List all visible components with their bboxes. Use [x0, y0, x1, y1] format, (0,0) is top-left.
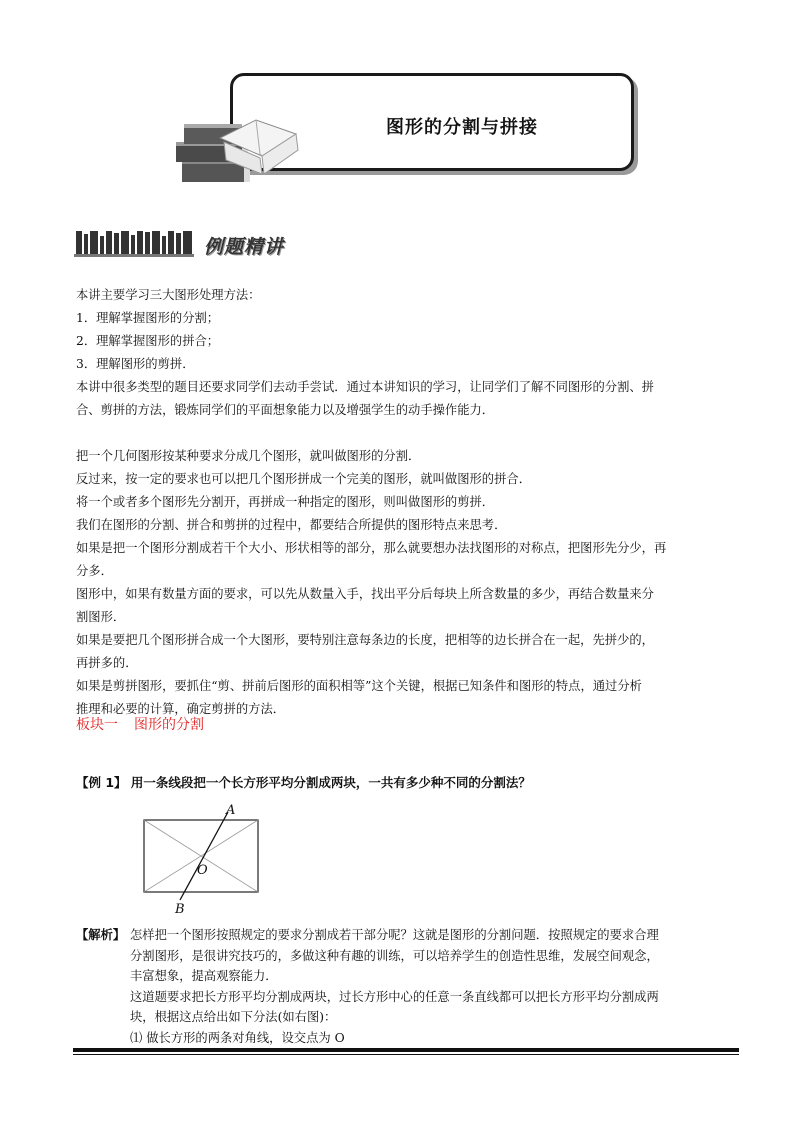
concept-line: 推理和必要的计算，确定剪拼的方法． — [76, 702, 286, 716]
concept-line: 把一个几何图形按某种要求分成几个图形，就叫做图形的分割． — [76, 449, 421, 463]
concept-line: 如果是要把几个图形拼合成一个大图形，要特别注意每条边的长度，把相等的边长拼合在一起，先拼少的， — [76, 633, 654, 647]
analysis-line: 这道题要求把长方形平均分割成两块，过长方形中心的任意一条直线都可以把长方形平均分割成两 — [130, 989, 659, 1004]
section-logo-icon — [74, 228, 194, 258]
intro-line: 本讲主要学习三大图形处理方法： — [76, 288, 261, 302]
books-icon — [168, 98, 300, 188]
concept-line: 图形中，如果有数量方面的要求，可以先从数量入手，找出平分后每块上所含数量的多少，再结合数量来分 — [76, 587, 654, 601]
analysis-line: 分割图形，是很讲究技巧的，多做这种有趣的训练，可以培养学生的创造性思维，发展空间观念， — [130, 948, 659, 963]
section-title: 例题精讲 — [204, 236, 285, 258]
block-heading — [76, 714, 220, 734]
analysis-line: 块，根据这点给出如下分法(如右图)： — [130, 1010, 337, 1024]
rectangle-figure — [136, 796, 266, 916]
analysis-line: ⑴ 做长方形的两条对角线，设交点为 O — [130, 1030, 345, 1045]
intro-line: 本讲中很多类型的题目还要求同学们去动手尝试．通过本讲知识的学习，让同学们了解不同图形的分割、拼 — [76, 380, 654, 394]
intro-line: 1．理解掌握图形的分割； — [76, 311, 220, 325]
label-b: B — [175, 902, 185, 916]
analysis-line: 丰富想象，提高观察能力． — [130, 969, 278, 983]
block-title: 图形的分割 — [134, 717, 204, 733]
concept-line: 反过来，按一定的要求也可以把几个图形拼成一个完美的图形，就叫做图形的拼合． — [76, 472, 531, 486]
footer-rule-thick — [73, 1048, 739, 1052]
label-a: A — [226, 803, 236, 818]
concept-line: 割图形． — [76, 610, 126, 624]
concept-line: 将一个或者多个图形先分割开，再拼成一种指定的图形，则叫做图形的剪拼． — [76, 495, 495, 509]
segment-ab — [180, 812, 228, 900]
intro-line: 合、剪拼的方法，锻炼同学们的平面想象能力以及增强学生的动手操作能力． — [76, 403, 495, 417]
concept-line: 如果是剪拼图形，要抓住“剪、拼前后图形的面积相等”这个关键，根据已知条件和图形的特点，通过分析 — [76, 679, 642, 693]
concept-line: 分多． — [76, 564, 113, 578]
concept-line: 如果是把一个图形分割成若干个大小、形状相等的部分，那么就要想办法找图形的对称点，把图形先分少，再 — [76, 541, 667, 555]
analysis-label: 【解析】 — [76, 928, 126, 942]
analysis-line: 怎样把一个图形按照规定的要求分割成若干部分呢？这就是图形的分割问题．按照规定的要求合理 — [130, 928, 659, 942]
page-title: 图形的分割与拼接 — [386, 117, 538, 138]
intro-line: 2．理解掌握图形的拼合； — [76, 334, 220, 348]
concept-line: 再拼多的． — [76, 656, 138, 670]
label-o: O — [197, 863, 208, 878]
block-label: 板块一 — [76, 717, 118, 733]
example-question: 【例 1】 用一条线段把一个长方形平均分割成两块，一共有多少种不同的分割法？ — [76, 775, 531, 790]
footer-rule-thin — [73, 1054, 739, 1055]
concept-line: 我们在图形的分割、拼合和剪拼的过程中，都要结合所提供的图形特点来思考． — [76, 518, 507, 532]
intro-line: 3．理解图形的剪拼． — [76, 357, 195, 371]
